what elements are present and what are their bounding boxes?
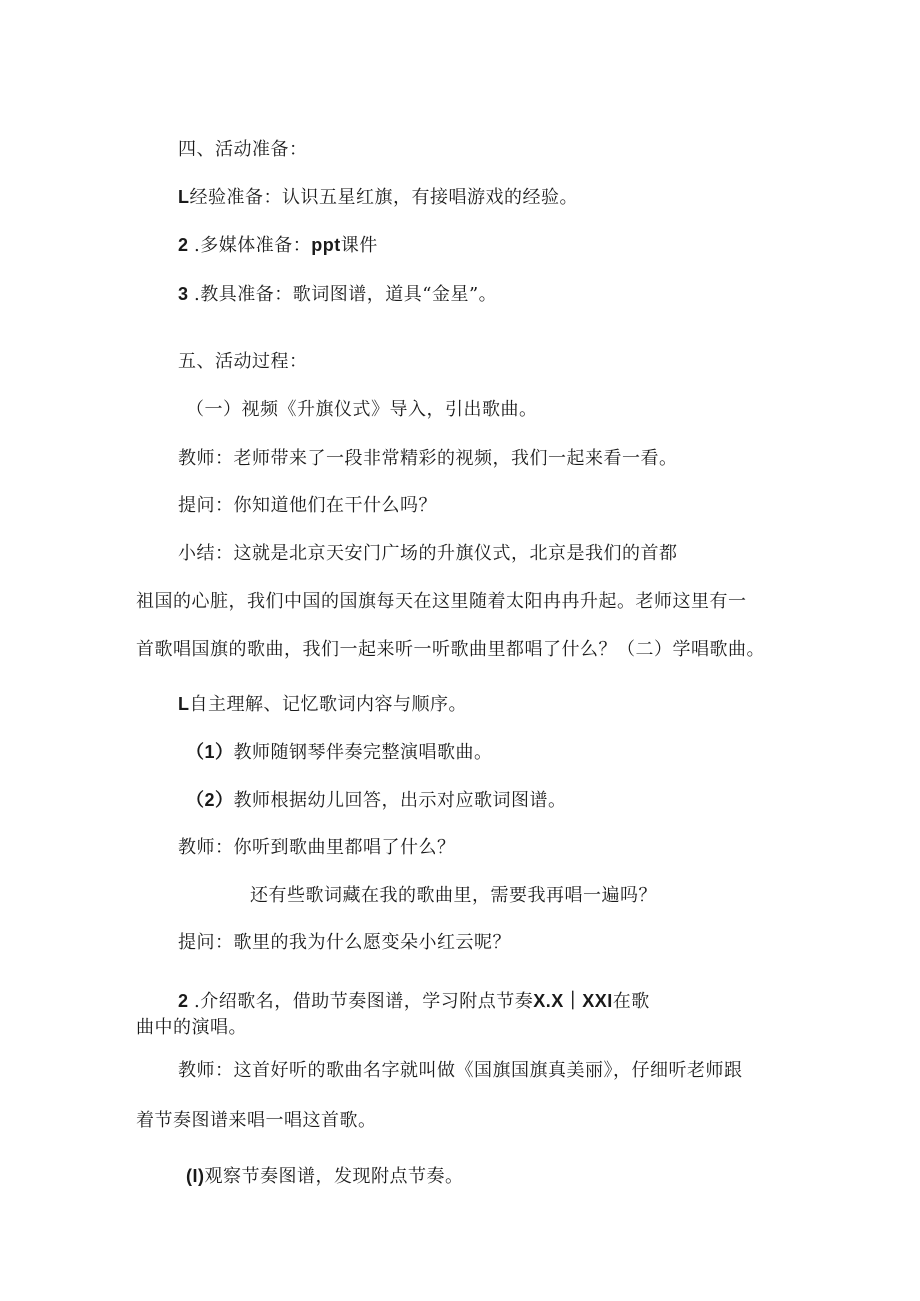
text-run: 四、活动准备：: [178, 139, 308, 160]
paragraph-line: [136, 590, 747, 614]
heading-activity-preparation: [178, 138, 308, 162]
text-run: 教师根据幼儿回答，出示对应歌词图谱。: [233, 790, 567, 811]
text-run: （一）视频《升旗仪式》导入，引出歌曲。: [186, 399, 538, 420]
text-run: 首歌唱国旗的歌曲，我们一起来听一听歌曲里都唱了什么？（二）学唱歌曲。: [136, 639, 765, 660]
bold-text-run: （1）: [186, 742, 234, 762]
text-run: 小结：这就是北京天安门广场的升旗仪式，北京是我们的首都: [178, 543, 678, 564]
bold-text-run: （2）: [186, 790, 234, 810]
bold-text-run: (I): [186, 1166, 205, 1186]
text-run: 提问：你知道他们在干什么吗？: [178, 495, 437, 516]
paragraph-line: [178, 836, 456, 860]
text-run: 观察节奏图谱，发现附点节奏。: [204, 1166, 464, 1187]
paragraph-line: [178, 494, 437, 518]
text-run: 课件: [340, 235, 378, 256]
text-run: 经验准备：认识五星红旗，有接唱游戏的经验。: [189, 187, 578, 208]
prep-item-experience: [178, 185, 578, 210]
sub-step-two: [186, 788, 567, 813]
bold-text-run: L: [178, 694, 190, 714]
bold-text-run: 2: [178, 991, 195, 1011]
prep-item-multimedia: [178, 233, 378, 258]
text-run: 祖国的心脏，我们中国的国旗每天在这里随着太阳冉冉升起。老师这里有一: [136, 591, 747, 612]
step-one-title: [178, 692, 467, 717]
bold-text-run: L: [178, 187, 190, 207]
bold-text-run: X.X｜XXI: [533, 991, 613, 1011]
section-one-title: [186, 398, 538, 422]
step-two-title: [178, 989, 650, 1014]
sub-step-one: [186, 740, 493, 765]
paragraph-line: [178, 542, 678, 566]
text-run: 还有些歌词藏在我的歌曲里，需要我再唱一遍吗？: [250, 885, 657, 906]
paragraph-line: [178, 447, 678, 471]
bold-text-run: 2: [178, 235, 195, 255]
bold-text-run: 3: [178, 284, 195, 304]
sub-step-observe: [186, 1164, 464, 1189]
text-run: 教师：这首好听的歌曲名字就叫做《国旗国旗真美丽》，仔细听老师跟: [178, 1060, 743, 1081]
text-run: 自主理解、记忆歌词内容与顺序。: [189, 694, 467, 715]
text-run: 教师随钢琴伴奏完整演唱歌曲。: [233, 742, 493, 763]
paragraph-line: [136, 1016, 247, 1040]
text-run: 五、活动过程：: [178, 351, 308, 372]
text-run: .介绍歌名，借助节奏图谱，学习附点节奏: [194, 991, 534, 1012]
text-run: 教师：老师带来了一段非常精彩的视频，我们一起来看一看。: [178, 448, 678, 469]
text-run: 提问：歌里的我为什么愿变朵小红云呢？: [178, 932, 511, 953]
heading-activity-process: [178, 350, 308, 374]
bold-text-run: ppt: [311, 235, 341, 255]
text-run: 教师：你听到歌曲里都唱了什么？: [178, 837, 456, 858]
paragraph-line: [250, 884, 657, 908]
text-run: .多媒体准备：: [194, 235, 312, 256]
paragraph-line: [178, 931, 511, 955]
text-run: 曲中的演唱。: [136, 1017, 247, 1038]
text-run: 着节奏图谱来唱一唱这首歌。: [136, 1110, 377, 1131]
paragraph-line: [136, 1109, 377, 1133]
paragraph-line: [178, 1059, 743, 1083]
text-run: .教具准备：歌词图谱，道具“金星”。: [194, 284, 498, 305]
paragraph-line: [136, 638, 765, 662]
prep-item-teaching-aids: [178, 282, 497, 307]
text-run: 在歌: [612, 991, 650, 1012]
